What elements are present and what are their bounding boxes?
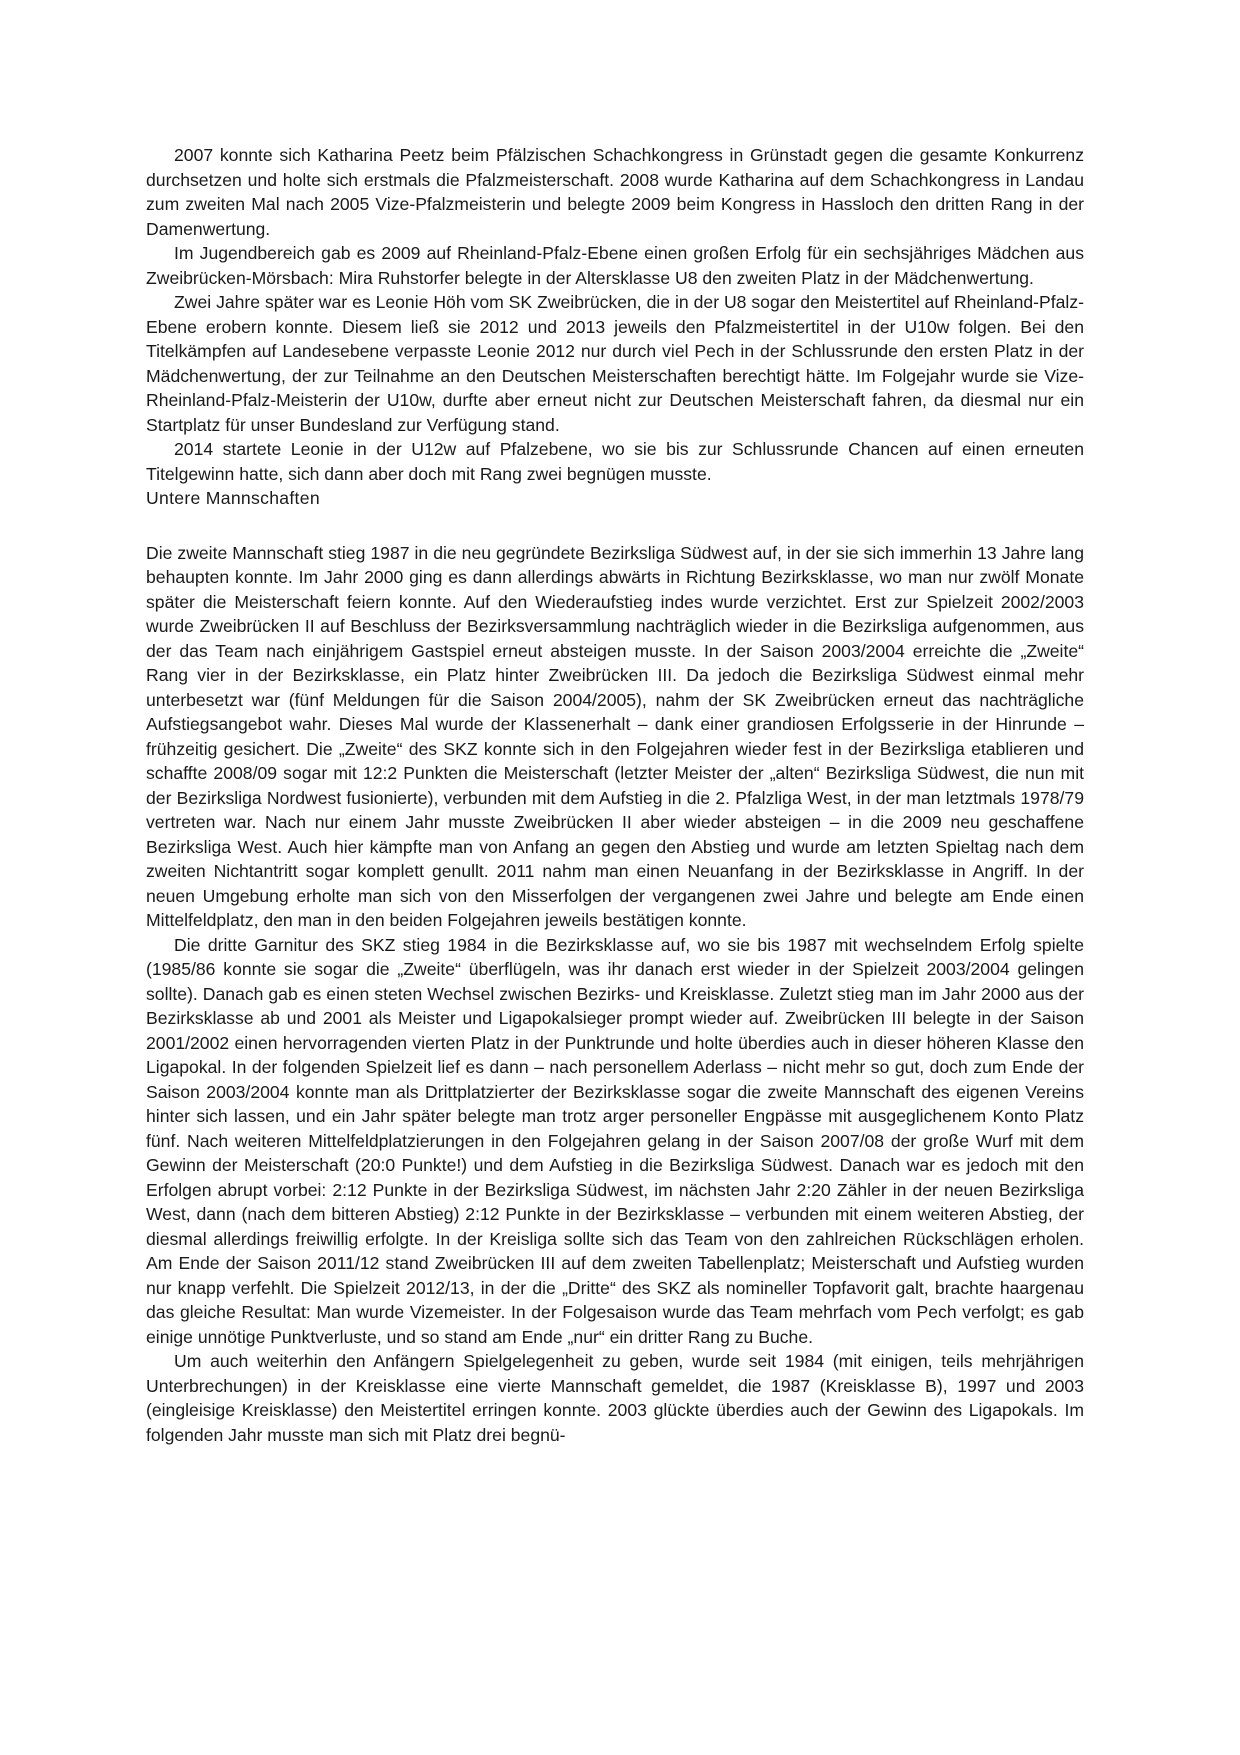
paragraph-katharina-peetz: 2007 konnte sich Katharina Peetz beim Pfälzischen Schachkongress in Grünstadt gegen die gesamte Konkurrenz durchsetzen und holte sich erstmals die Pfalzmeisterschaft. 2008 wurde Katharina auf dem Schachkongress in Landau zum zweiten Mal nach 2005 Vize-Pfalzmeisterin und belegte 2009 beim Kongress in Hassloch den dritten Rang in der Damenwertung. <box>146 145 1084 239</box>
paragraph-dritte-garnitur: Die dritte Garnitur des SKZ stieg 1984 in die Bezirksklasse auf, wo sie bis 1987 mit wechselndem Erfolg spielte (1985/86 konnte sie sogar die „Zweite“ überflügeln, was ihr danach erst wieder in der Spielzeit 2003/2004 gelingen sollte). Danach gab es einen steten Wechsel zwischen Bezirks- und Kreisklasse. Zuletzt stieg man im Jahr 2000 aus der Bezirksklasse ab und 2001 als Meister und Ligapokalsieger prompt wieder auf. Zweibrücken III belegte in der Saison 2001/2002 einen hervorragenden vierten Platz in der Punktrunde und holte überdies auch in dieser höheren Klasse den Ligapokal. In der folgenden Spielzeit lief es dann – nach personellem Aderlass – nicht mehr so gut, doch zum Ende der Saison 2003/2004 konnte man als Drittplatzierter der Bezirksklasse sogar die zweite Mannschaft des eigenen Vereins hinter sich lassen, und ein Jahr später belegte man trotz arger personeller Engpässe mit ausgeglichenem Konto Platz fünf. Nach weiteren Mittelfeldplatzierungen in den Folgejahren gelang in der Saison 2007/08 der große Wurf mit dem Gewinn der Meisterschaft (20:0 Punkte!) und dem Aufstieg in die Bezirksliga Südwest. Danach war es jedoch mit den Erfolgen abrupt vorbei: 2:12 Punkte in der Bezirksliga Südwest, im nächsten Jahr 2:20 Zähler in der neuen Bezirksliga West, dann (nach dem bitteren Abstieg) 2:12 Punkte in der Bezirksklasse – verbunden mit einem weiteren Abstieg, der diesmal allerdings freiwillig erfolgte. In der Kreisliga sollte sich das Team von den zahlreichen Rückschlägen erholen. Am Ende der Saison 2011/12 stand Zweibrücken III auf dem zweiten Tabellenplatz; Meisterschaft und Aufstieg wurden nur knapp verfehlt. Die Spielzeit 2012/13, in der die „Dritte“ des SKZ als nomineller Topfavorit galt, brachte haargenau das gleiche Resultat: Man wurde Vizemeister. In der Folgesaison wurde das Team mehrfach vom Pech verfolgt; es gab einige unnötige Punktverluste, und so stand am Ende „nur“ ein dritter Rang zu Buche. <box>146 934 1084 1347</box>
paragraph-mira-ruhstorfer: Im Jugendbereich gab es 2009 auf Rheinland-Pfalz-Ebene einen großen Erfolg für ein sechsjähriges Mädchen aus Zweibrücken-Mörsbach: Mira Ruhstorfer belegte in der Altersklasse U8 den zweiten Platz in der Mädchenwertung. <box>146 243 1084 288</box>
paragraph-leonie-2014: 2014 startete Leonie in der U12w auf Pfalzebene, wo sie bis zur Schlussrunde Chancen auf einen erneuten Titelgewinn hatte, sich dann aber doch mit Rang zwei begnügen musste. <box>146 439 1084 484</box>
section-heading: Untere Mannschaften <box>146 488 320 508</box>
paragraph-vierte-mannschaft: Um auch weiterhin den Anfängern Spielgelegenheit zu geben, wurde seit 1984 (mit einigen, teils mehrjährigen Unterbrechungen) in der Kreisklasse eine vierte Mannschaft gemeldet, die 1987 (Kreisklasse B), 1997 und 2003 (eingleisige Kreisklasse) den Meistertitel erringen konnte. 2003 glückte überdies auch der Gewinn des Ligapokals. Im folgenden Jahr musste man sich mit Platz drei begnü- <box>146 1351 1084 1445</box>
paragraph-zweite-mannschaft: Die zweite Mannschaft stieg 1987 in die neu gegründete Bezirksliga Südwest auf, in der sie sich immerhin 13 Jahre lang behaupten konnte. Im Jahr 2000 ging es dann allerdings abwärts in Richtung Bezirksklasse, wo man nur zwölf Monate später die Meisterschaft feiern konnte. Auf den Wiederaufstieg indes wurde verzichtet. Erst zur Spielzeit 2002/2003 wurde Zweibrücken II auf Beschluss der Bezirksversammlung nachträglich wieder in die Bezirksliga aufgenommen, aus der das Team nach einjährigem Gastspiel erneut absteigen musste. In der Saison 2003/2004 erreichte die „Zweite“ Rang vier in der Bezirksklasse, ein Platz hinter Zweibrücken III. Da jedoch die Bezirksliga Südwest einmal mehr unterbesetzt war (fünf Meldungen für die Saison 2004/2005), nahm der SK Zweibrücken erneut das nachträgliche Aufstiegsangebot wahr. Dieses Mal wurde der Klassenerhalt – dank einer grandiosen Erfolgsserie in der Hinrunde – frühzeitig gesichert. Die „Zweite“ des SKZ konnte sich in den Folgejahren wieder fest in der Bezirksliga etablieren und schaffte 2008/09 sogar mit 12:2 Punkten die Meisterschaft (letzter Meister der „alten“ Bezirksliga Südwest, die nun mit der Bezirksliga Nordwest fusionierte), verbunden mit dem Aufstieg in die 2. Pfalzliga West, in der man letztmals 1978/79 vertreten war. Nach nur einem Jahr musste Zweibrücken II aber wieder absteigen – in die 2009 neu geschaffene Bezirksliga West. Auch hier kämpfte man von Anfang an gegen den Abstieg und wurde am letzten Spieltag nach dem zweiten Nichtantritt sogar komplett genullt. 2011 nahm man einen Neuanfang in der Bezirksklasse in Angriff. In der neuen Umgebung erholte man sich von den Misserfolgen der vergangenen zwei Jahre und belegte am Ende einen Mittelfeldplatz, den man in den beiden Folgejahren jeweils bestätigen konnte. <box>146 542 1084 930</box>
document-page <box>146 143 1084 1447</box>
paragraph-leonie-hoeh: Zwei Jahre später war es Leonie Höh vom SK Zweibrücken, die in der U8 sogar den Meistertitel auf Rheinland-Pfalz-Ebene erobern konnte. Diesem ließ sie 2012 und 2013 jeweils den Pfalzmeistertitel in der U10w folgen. Bei den Titelkämpfen auf Landesebene verpasste Leonie 2012 nur durch viel Pech in der Schlussrunde den ersten Platz in der Mädchenwertung, der zur Teilnahme an den Deutschen Meisterschaften berechtigt hätte. Im Folgejahr wurde sie Vize-Rheinland-Pfalz-Meisterin der U10w, durfte aber erneut nicht zur Deutschen Meisterschaft fahren, da diesmal nur ein Startplatz für unser Bundesland zur Verfügung stand. <box>146 292 1084 435</box>
